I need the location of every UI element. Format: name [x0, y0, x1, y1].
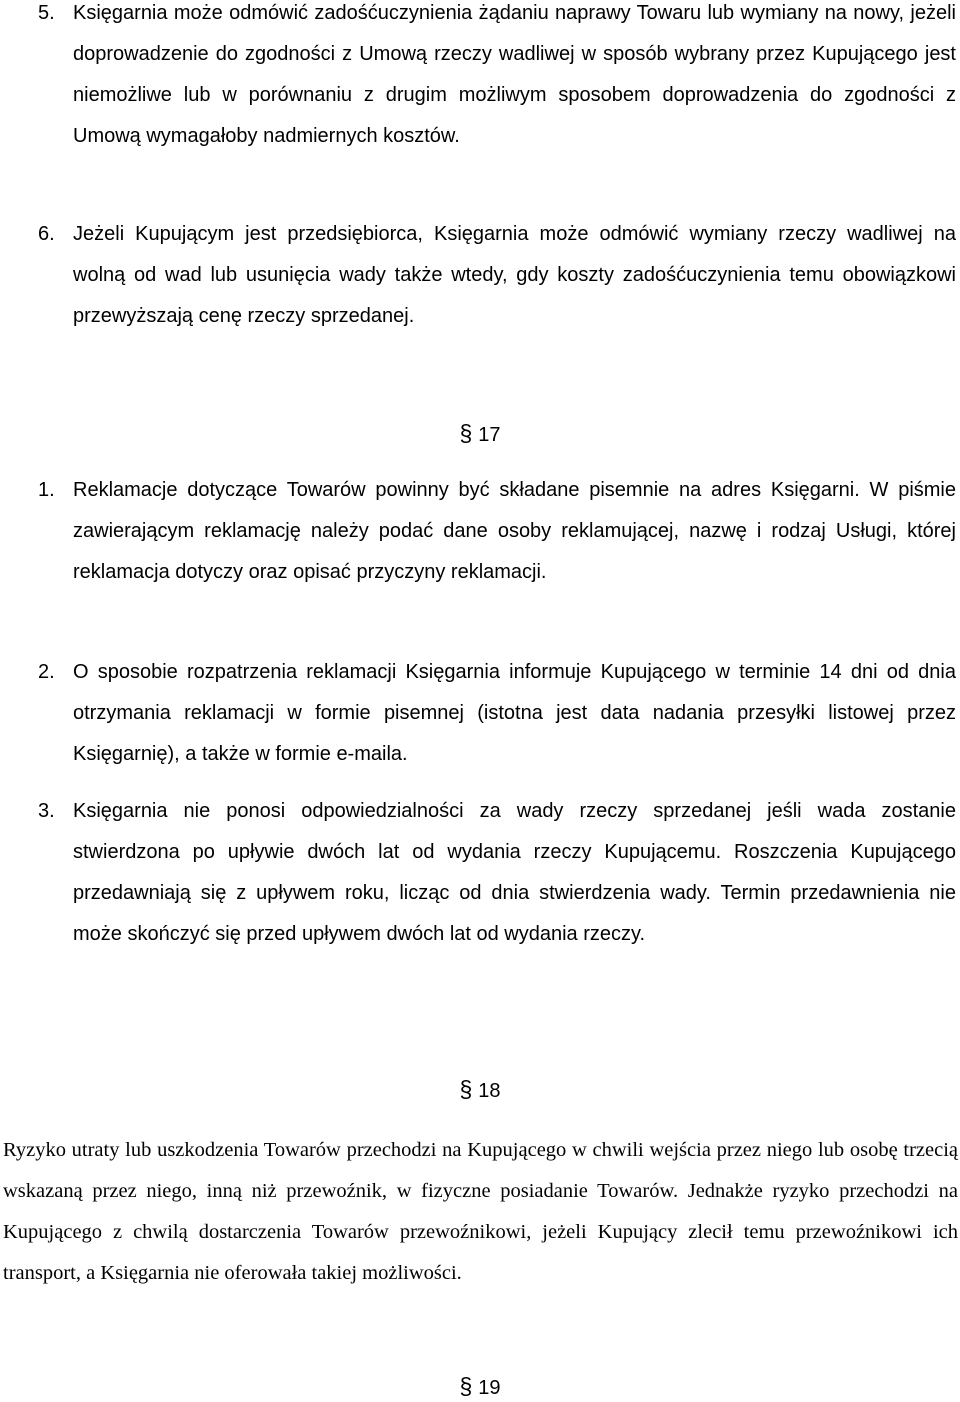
clause-number: 5. — [38, 2, 55, 24]
clause-text: Reklamacje dotyczące Towarów powinny być składane pisemnie na adres Księgarni. W piśmie zawierającym reklamację należy podać dane osoby reklamującej, nazwę i rodzaj Usługi, której reklamacja dotyczy oraz opisać przyczyny reklamacji. — [73, 479, 956, 583]
clause-number: 3. — [38, 800, 55, 822]
section-number: 19 — [478, 1377, 501, 1399]
clause-17-2 — [0, 652, 960, 775]
clause-text: Księgarnia nie ponosi odpowiedzialności za wady rzeczy sprzedanej jeśli wada zostanie stwierdzona po upływie dwóch lat od wydania rzeczy Kupującemu. Roszczenia Kupującego przedawniają się z upływem roku, licząc od dnia stwierdzenia wady. Termin przedawnienia nie może skończyć się przed upływem dwóch lat od wydania rzeczy. — [73, 800, 956, 945]
clause-text: O sposobie rozpatrzenia reklamacji Księgarnia informuje Kupującego w terminie 14 dni od dnia otrzymania reklamacji w formie pisemnej (istotna jest data nadania przesyłki listowej przez Księgarnię), a także w formie e-maila. — [73, 661, 956, 765]
section-18-text: Ryzyko utraty lub uszkodzenia Towarów przechodzi na Kupującego w chwili wejścia przez niego lub osobę trzecią wskazaną przez niego, inną niż przewoźnik, w fizyczne posiadanie Towarów. Jednakże ryzyko przechodzi na Kupującego z chwilą dostarczenia Towarów przewoźnikowi, jeżeli Kupujący zlecił temu przewoźnikowi ich transport, a Księgarnia nie oferowała takiej możliwości. — [3, 1139, 958, 1284]
clause-16-5 — [0, 0, 960, 157]
section-heading-19 — [0, 1373, 960, 1400]
clause-text: Jeżeli Kupującym jest przedsiębiorca, Księgarnia może odmówić wymiany rzeczy wadliwej na wolną od wad lub usunięcia wady także wtedy, gdy koszty zadośćuczynienia temu obowiązkowi przewyższają cenę rzeczy sprzedanej. — [73, 223, 956, 327]
clause-17-1 — [0, 470, 960, 593]
section-heading-18 — [0, 1076, 960, 1103]
paragraph-sign: § — [459, 1373, 473, 1399]
paragraph-sign: § — [459, 420, 473, 446]
clause-number: 6. — [38, 223, 55, 245]
clause-number: 1. — [38, 479, 55, 501]
clause-17-3 — [0, 791, 960, 955]
clause-text: Księgarnia może odmówić zadośćuczynienia żądaniu naprawy Towaru lub wymiany na nowy, jeżeli doprowadzenie do zgodności z Umową rzeczy wadliwej w sposób wybrany przez Kupującego jest niemożliwe lub w porównaniu z drugim możliwym sposobem doprowadzenia do zgodności z Umową wymagałoby nadmiernych kosztów. — [73, 2, 956, 147]
clause-16-6 — [0, 214, 960, 337]
section-heading-17 — [0, 420, 960, 447]
section-number: 17 — [478, 424, 501, 446]
paragraph-sign: § — [459, 1076, 473, 1102]
clause-number: 2. — [38, 661, 55, 683]
section-number: 18 — [478, 1080, 501, 1102]
